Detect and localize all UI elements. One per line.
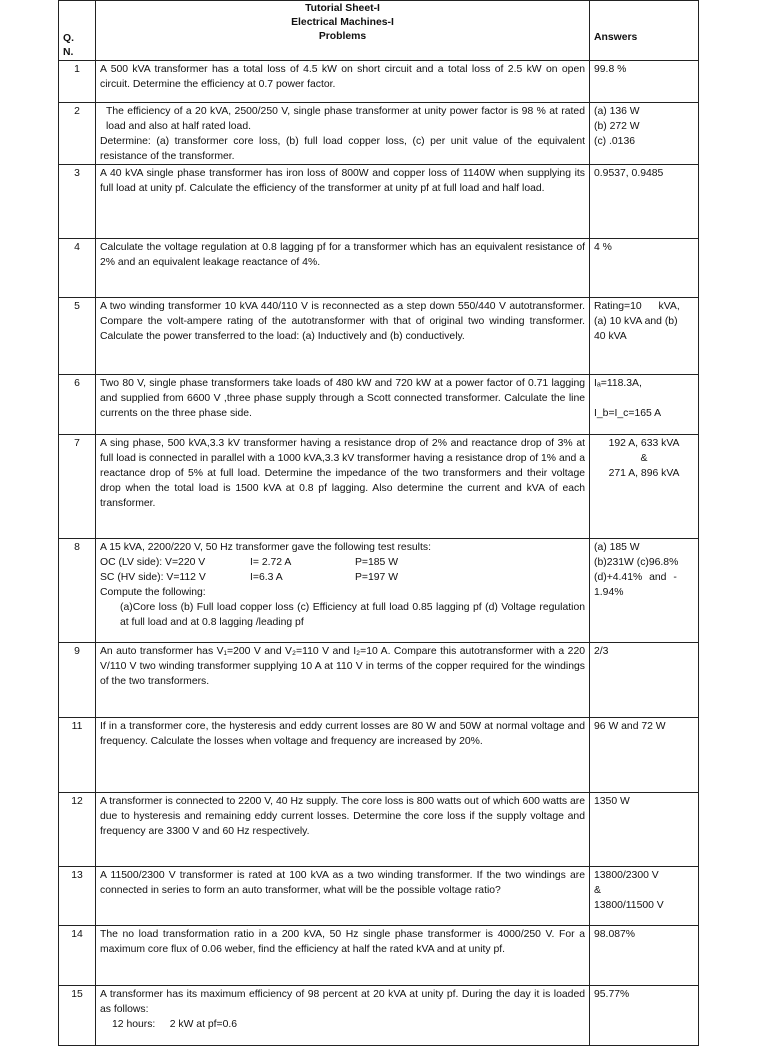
answer-line: 1350 W bbox=[594, 796, 630, 807]
answer-line: (b) 272 W bbox=[594, 121, 640, 132]
answer-line: 13800/2300 V bbox=[594, 870, 659, 881]
answer-line: 2/3 bbox=[594, 646, 609, 657]
test-label: SC (HV side): V=112 V bbox=[100, 572, 206, 583]
answer-line: 99.8 % bbox=[594, 64, 627, 75]
answer-cell bbox=[590, 165, 699, 239]
table-row bbox=[59, 103, 699, 165]
answer-cell bbox=[590, 926, 699, 986]
question-number: 2 bbox=[59, 103, 96, 165]
question-paragraph: 12 hours: 2 kW at pf=0.6 bbox=[112, 1019, 238, 1030]
answer-cell bbox=[590, 435, 699, 539]
question-number: 4 bbox=[59, 239, 96, 298]
question-paragraph: A transformer is connected to 2200 V, 40 Hz supply. The core loss is 800 watts out of which 600 watts are due to hysteresis and remaining eddy current losses. Determine the core loss if the supply voltage and frequency are 3300 V and 60 Hz respectively. bbox=[100, 796, 585, 837]
question-paragraph: A 15 kVA, 2200/220 V, 50 Hz transformer gave the following test results: bbox=[100, 542, 431, 553]
answer-line: 95.77% bbox=[594, 989, 630, 1000]
question-number: 1 bbox=[59, 61, 96, 103]
question-paragraph: Compute the following: bbox=[100, 587, 206, 598]
tutorial-sheet bbox=[58, 0, 698, 1046]
table-row bbox=[59, 926, 699, 986]
question-paragraph: A two winding transformer 10 kVA 440/110 V is reconnected as a step down 550/440 V autotransformer. Compare the volt-ampere rating of the autotransformer with that of original two winding transformer. Calculate the power transferred to the load: (a) Inductively and (b) conductively. bbox=[100, 301, 585, 342]
problems-column-header: Problems bbox=[318, 31, 367, 42]
question-paragraph: An auto transformer has V₁=200 V and V₂=110 V and I₂=10 A. Compare this autotransformer with a 220 V/110 V two winding transformer supplying 10 A at 110 V in terms of the copper required for the windings of the two transformers. bbox=[100, 646, 585, 687]
answer-line: 13800/11500 V bbox=[594, 900, 664, 911]
question-text bbox=[96, 718, 590, 793]
question-paragraph: A 500 kVA transformer has a total loss of 4.5 kW on short circuit and a total loss of 2.5 kW on open circuit. Determine the efficiency at 0.7 power factor. bbox=[100, 64, 585, 90]
qn-header-cell bbox=[59, 1, 96, 61]
sheet-subject: Electrical Machines-I bbox=[291, 17, 394, 28]
answer-line: (a) 136 W bbox=[594, 106, 640, 117]
question-number: 3 bbox=[59, 165, 96, 239]
answer-line: (c) .0136 bbox=[594, 136, 636, 147]
answer-line: 192 A, 633 kVA bbox=[608, 438, 680, 449]
question-number: 9 bbox=[59, 643, 96, 718]
qn-header-line1: Q. bbox=[63, 33, 74, 44]
test-current: I= 2.72 A bbox=[250, 557, 292, 568]
question-text bbox=[96, 926, 590, 986]
answer-cell bbox=[590, 718, 699, 793]
answer-cell bbox=[590, 986, 699, 1046]
answers-column-header: Answers bbox=[590, 1, 699, 61]
answer-cell bbox=[590, 103, 699, 165]
question-paragraph: Determine: (a) transformer core loss, (b) full load copper loss, (c) per unit value of the equivalent resistance of the transformer. bbox=[100, 136, 585, 162]
question-paragraph: A transformer has its maximum efficiency of 98 percent at 20 kVA at unity pf. During the day it is loaded as follows: bbox=[100, 989, 585, 1015]
table-row bbox=[59, 867, 699, 926]
question-text bbox=[96, 643, 590, 718]
question-paragraph: A 11500/2300 V transformer is rated at 100 kVA as a two winding transformer. If the two windings are connected in series to form an auto transformer, what will be the possible voltage ratio? bbox=[100, 870, 585, 896]
test-label: OC (LV side): V=220 V bbox=[100, 557, 206, 568]
answer-line: (a) 185 W bbox=[594, 542, 640, 553]
question-paragraph: (a)Core loss (b) Full load copper loss (c) Efficiency at full load 0.85 lagging pf (d) Voltage regulation at full load and at 0.8 lagging /leading pf bbox=[120, 602, 585, 628]
table-row bbox=[59, 165, 699, 239]
question-number: 11 bbox=[59, 718, 96, 793]
question-paragraph: Calculate the voltage regulation at 0.8 lagging pf for a transformer which has an equivalent resistance of 2% and an equivalent leakage reactance of 4%. bbox=[100, 242, 585, 268]
table-row bbox=[59, 539, 699, 643]
question-paragraph: The no load transformation ratio in a 200 kVA, 50 Hz single phase transformer is 4000/250 V. For a maximum core flux of 0.06 weber, find the efficiency at half the rated kVA and at unity pf. bbox=[100, 929, 585, 955]
oc-test-line bbox=[100, 555, 585, 570]
sc-test-line bbox=[100, 570, 585, 585]
question-paragraph: The efficiency of a 20 kVA, 2500/250 V, single phase transformer at unity power factor is 98 % at rated load and also at half rated load. bbox=[106, 106, 585, 132]
table-row bbox=[59, 298, 699, 375]
answer-line: (b)231W (c)96.8% bbox=[594, 557, 679, 568]
answer-line: & bbox=[594, 885, 601, 896]
table-row bbox=[59, 643, 699, 718]
test-current: I=6.3 A bbox=[250, 572, 283, 583]
answer-line: (a) 10 kVA and (b) bbox=[594, 316, 678, 327]
question-text bbox=[96, 61, 590, 103]
question-text bbox=[96, 539, 590, 643]
question-number: 6 bbox=[59, 375, 96, 435]
answer-cell bbox=[590, 298, 699, 375]
table-row bbox=[59, 793, 699, 867]
problems-table bbox=[58, 0, 699, 1046]
question-number: 8 bbox=[59, 539, 96, 643]
question-text bbox=[96, 867, 590, 926]
question-paragraph: Two 80 V, single phase transformers take loads of 480 kW and 720 kW at a power factor of 0.71 lagging and supplied from 6600 V ,three phase supply through a Scott connected transformer. Calculate the line currents on the three phase side. bbox=[100, 378, 585, 419]
table-row bbox=[59, 375, 699, 435]
question-paragraph: If in a transformer core, the hysteresis and eddy current losses are 80 W and 50W at normal voltage and frequency. Calculate the losses when voltage and frequency are increased by 20%. bbox=[100, 721, 585, 747]
question-text bbox=[96, 165, 590, 239]
question-text bbox=[96, 435, 590, 539]
question-text bbox=[96, 298, 590, 375]
table-row bbox=[59, 239, 699, 298]
answer-cell bbox=[590, 643, 699, 718]
answer-line: 271 A, 896 kVA bbox=[608, 468, 680, 479]
question-number: 15 bbox=[59, 986, 96, 1046]
answer-cell bbox=[590, 375, 699, 435]
answer-cell bbox=[590, 539, 699, 643]
answer-cell bbox=[590, 239, 699, 298]
problems-header-cell bbox=[96, 1, 590, 61]
test-power: P=197 W bbox=[355, 572, 399, 583]
sheet-title: Tutorial Sheet-I bbox=[305, 3, 380, 14]
table-row bbox=[59, 435, 699, 539]
question-number: 5 bbox=[59, 298, 96, 375]
question-number: 14 bbox=[59, 926, 96, 986]
question-number: 7 bbox=[59, 435, 96, 539]
header-row bbox=[59, 1, 699, 61]
answer-cell bbox=[590, 61, 699, 103]
test-power: P=185 W bbox=[355, 557, 399, 568]
table-row bbox=[59, 718, 699, 793]
question-paragraph: A 40 kVA single phase transformer has iron loss of 800W and copper loss of 1140W when supplying its full load at unity pf. Calculate the efficiency of the transformer at unity pf at full load and half load. bbox=[100, 168, 585, 194]
answer-cell bbox=[590, 867, 699, 926]
answer-line: Iₐ=118.3A, bbox=[594, 378, 642, 389]
question-text bbox=[96, 103, 590, 165]
answer-line: 98.087% bbox=[594, 929, 636, 940]
answer-line: 1.94% bbox=[594, 587, 624, 598]
question-text bbox=[96, 375, 590, 435]
answer-line: & bbox=[640, 453, 648, 464]
answer-line: I_b=I_c=165 A bbox=[594, 408, 662, 419]
qn-header-line2: N. bbox=[63, 47, 74, 58]
answer-line: 96 W and 72 W bbox=[594, 721, 666, 732]
question-text bbox=[96, 986, 590, 1046]
question-paragraph: A sing phase, 500 kVA,3.3 kV transformer having a resistance drop of 2% and reactance drop of 3% at full load is connected in parallel with a 1000 kVA,3.3 kV transformer having a resistance drop of 1% and a reactance drop of 5% at full load. Determine the impedance of the two transformers and their voltage drop when the total load is 1500 kVA at 0.8 pf lagging. Also determine the current and kVA of each transformer. bbox=[100, 438, 585, 509]
table-row bbox=[59, 986, 699, 1046]
table-row bbox=[59, 61, 699, 103]
question-text bbox=[96, 793, 590, 867]
answer-line: Rating=10 kVA, bbox=[594, 301, 680, 312]
question-number: 12 bbox=[59, 793, 96, 867]
answer-line: (d)+4.41% and - bbox=[594, 572, 677, 583]
question-number: 13 bbox=[59, 867, 96, 926]
answer-cell bbox=[590, 793, 699, 867]
answer-line: 0.9537, 0.9485 bbox=[594, 168, 664, 179]
answer-line: 4 % bbox=[594, 242, 612, 253]
question-text bbox=[96, 239, 590, 298]
answer-line: 40 kVA bbox=[594, 331, 627, 342]
